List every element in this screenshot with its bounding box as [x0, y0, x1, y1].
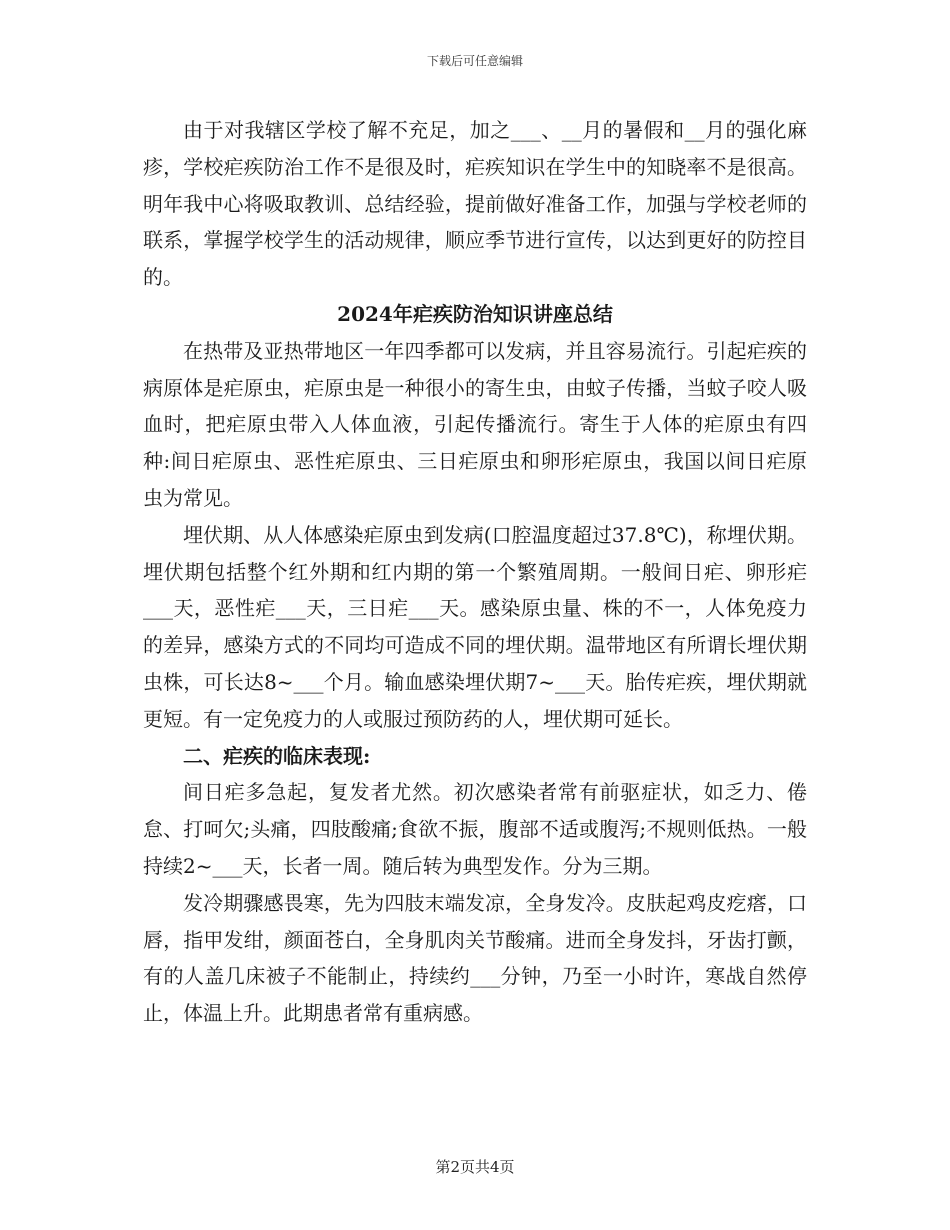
section-heading-clinical: 二、疟疾的临床表现: [183, 743, 371, 768]
document-title: 2024年疟疾防治知识讲座总结 [337, 301, 613, 326]
page-header-note: 下载后可任意编辑 [426, 54, 523, 68]
paragraph-onset: 间日疟多急起，复发者尤然。初次感染者常有前驱症状，如乏力、倦怠、打呵欠;头痛，四肢酸痛;食欲不振，腹部不适或腹泻;不规则低热。一般持续2~___天，长者一周。随后转为典型发作。分为三期。 [143, 780, 807, 878]
paragraph-cold-stage: 发冷期骤感畏寒，先为四肢末端发凉，全身发冷。皮肤起鸡皮疙瘩，口唇，指甲发绀，颜面苍白，全身肌肉关节酸痛。进而全身发抖，牙齿打颤，有的人盖几床被子不能制止，持续约___分钟，乃至一小时许，寒战自然停止，体温上升。此期患者常有重病感。 [143, 890, 807, 1026]
page-number: 第2页共4页 [435, 1158, 515, 1176]
paragraph-summary: 由于对我辖区学校了解不充足，加之___、__月的暑假和__月的强化麻疹，学校疟疾防治工作不是很及时，疟疾知识在学生中的知晓率不是很高。明年我中心将吸取教训、总结经验，提前做好准备工作，加强与学校老师的联系，掌握学校学生的活动规律，顺应季节进行宣传，以达到更好的防控目的。 [143, 118, 807, 290]
paragraph-incubation: 埋伏期、从人体感染疟原虫到发病(口腔温度超过37.8℃)，称埋伏期。埋伏期包括整个红外期和红内期的第一个繁殖周期。一般间日疟、卵形疟___天，恶性疟___天，三日疟___天。感染原虫量、株的不一，人体免疫力的差异，感染方式的不同均可造成不同的埋伏期。温带地区有所谓长埋伏期虫株，可长达8~___个月。输血感染埋伏期7~___天。胎传疟疾，埋伏期就更短。有一定免疫力的人或服过预防药的人，埋伏期可延长。 [143, 522, 807, 731]
paragraph-intro: 在热带及亚热带地区一年四季都可以发病，并且容易流行。引起疟疾的病原体是疟原虫，疟原虫是一种很小的寄生虫，由蚊子传播，当蚊子咬人吸血时，把疟原虫带入人体血液，引起传播流行。寄生于人体的疟原虫有四种:间日疟原虫、恶性疟原虫、三日疟原虫和卵形疟原虫，我国以间日疟原虫为常见。 [143, 338, 807, 510]
document-body [143, 112, 807, 1032]
